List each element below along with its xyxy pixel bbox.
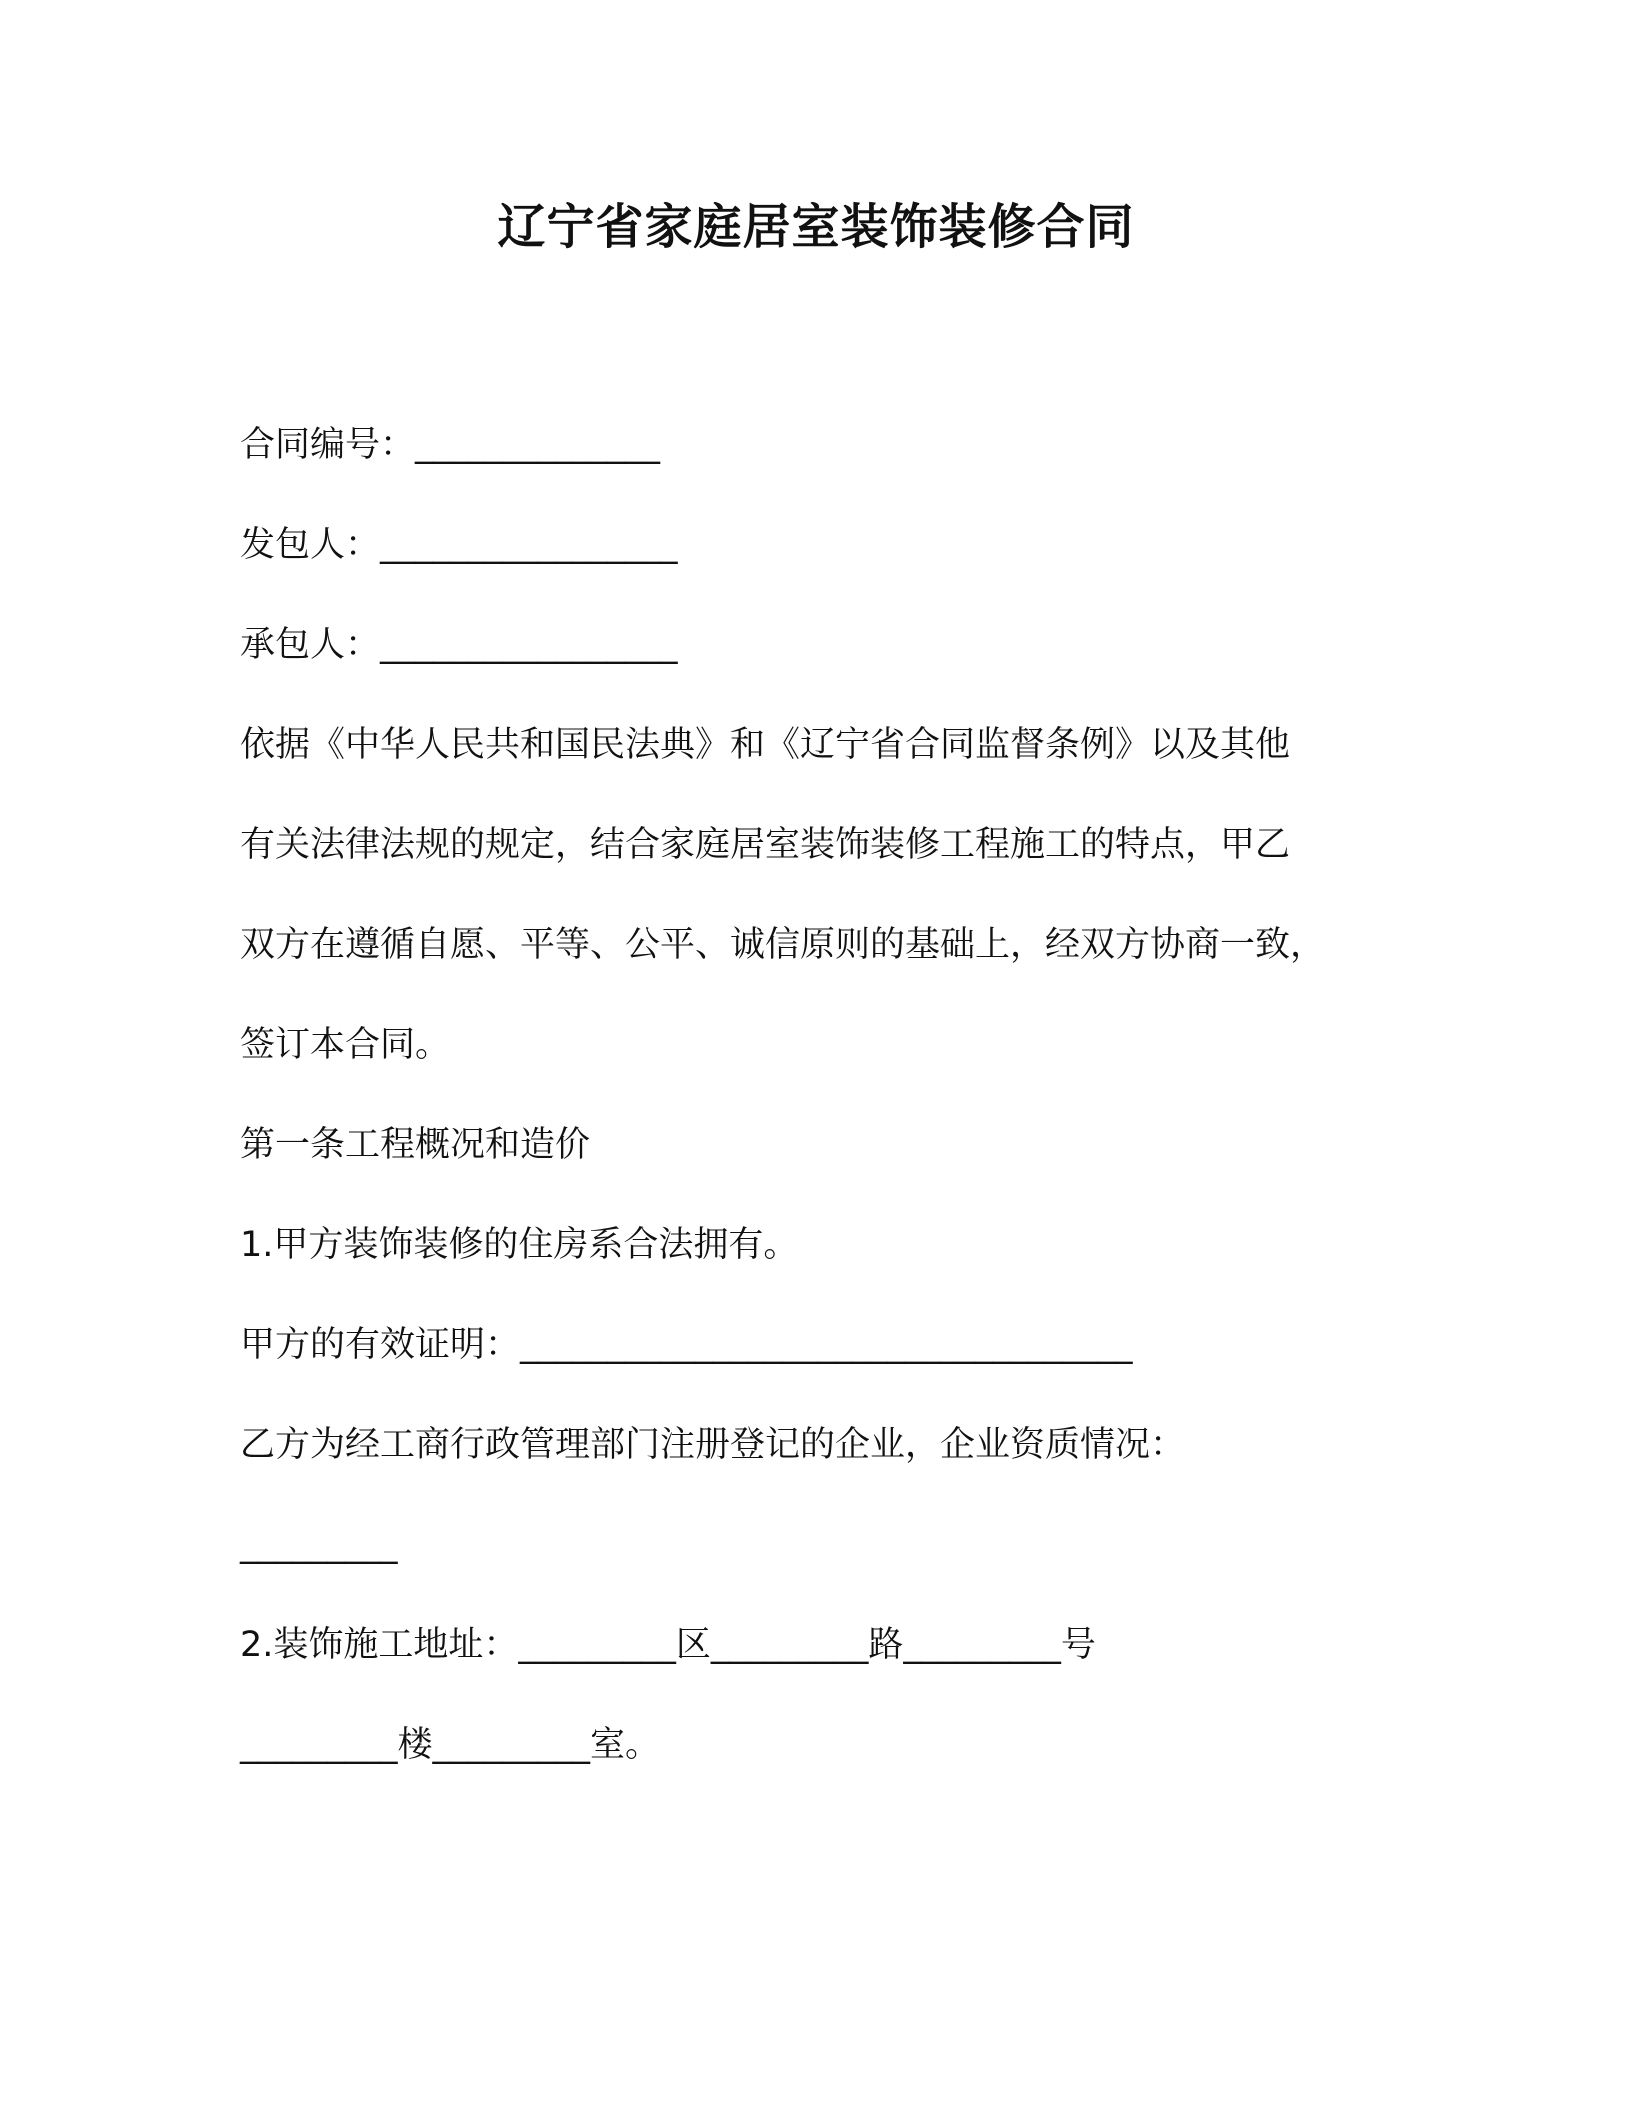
address-line-2: _________楼_________室。 xyxy=(240,1725,661,1765)
preamble-line-1: 依据《中华人民共和国民法典》和《辽宁省合同监督条例》以及其他 xyxy=(240,725,1291,765)
clause-1: 1.甲方装饰装修的住房系合法拥有。 xyxy=(240,1225,799,1265)
address-line-1: 2.装饰施工地址：_________区_________路_________号 xyxy=(240,1625,1096,1665)
preamble-line-3: 双方在遵循自愿、平等、公平、诚信原则的基础上，经双方协商一致， xyxy=(240,925,1326,965)
employer-field: 发包人：_________________ xyxy=(240,525,678,565)
party-b-qualification-blank: _________ xyxy=(240,1525,398,1565)
preamble-line-4: 签订本合同。 xyxy=(240,1025,451,1065)
party-b-qualification-line: 乙方为经工商行政管理部门注册登记的企业，企业资质情况： xyxy=(240,1425,1186,1465)
preamble-line-2: 有关法律法规的规定，结合家庭居室装饰装修工程施工的特点，甲乙 xyxy=(240,825,1291,865)
document-title: 辽宁省家庭居室装饰装修合同 xyxy=(497,199,1135,255)
section-heading: 第一条工程概况和造价 xyxy=(240,1125,591,1165)
contractor-field: 承包人：_________________ xyxy=(240,625,678,665)
party-a-certificate-field: 甲方的有效证明：___________________________________ xyxy=(240,1325,1133,1365)
contract-number-field: 合同编号：______________ xyxy=(240,425,661,465)
